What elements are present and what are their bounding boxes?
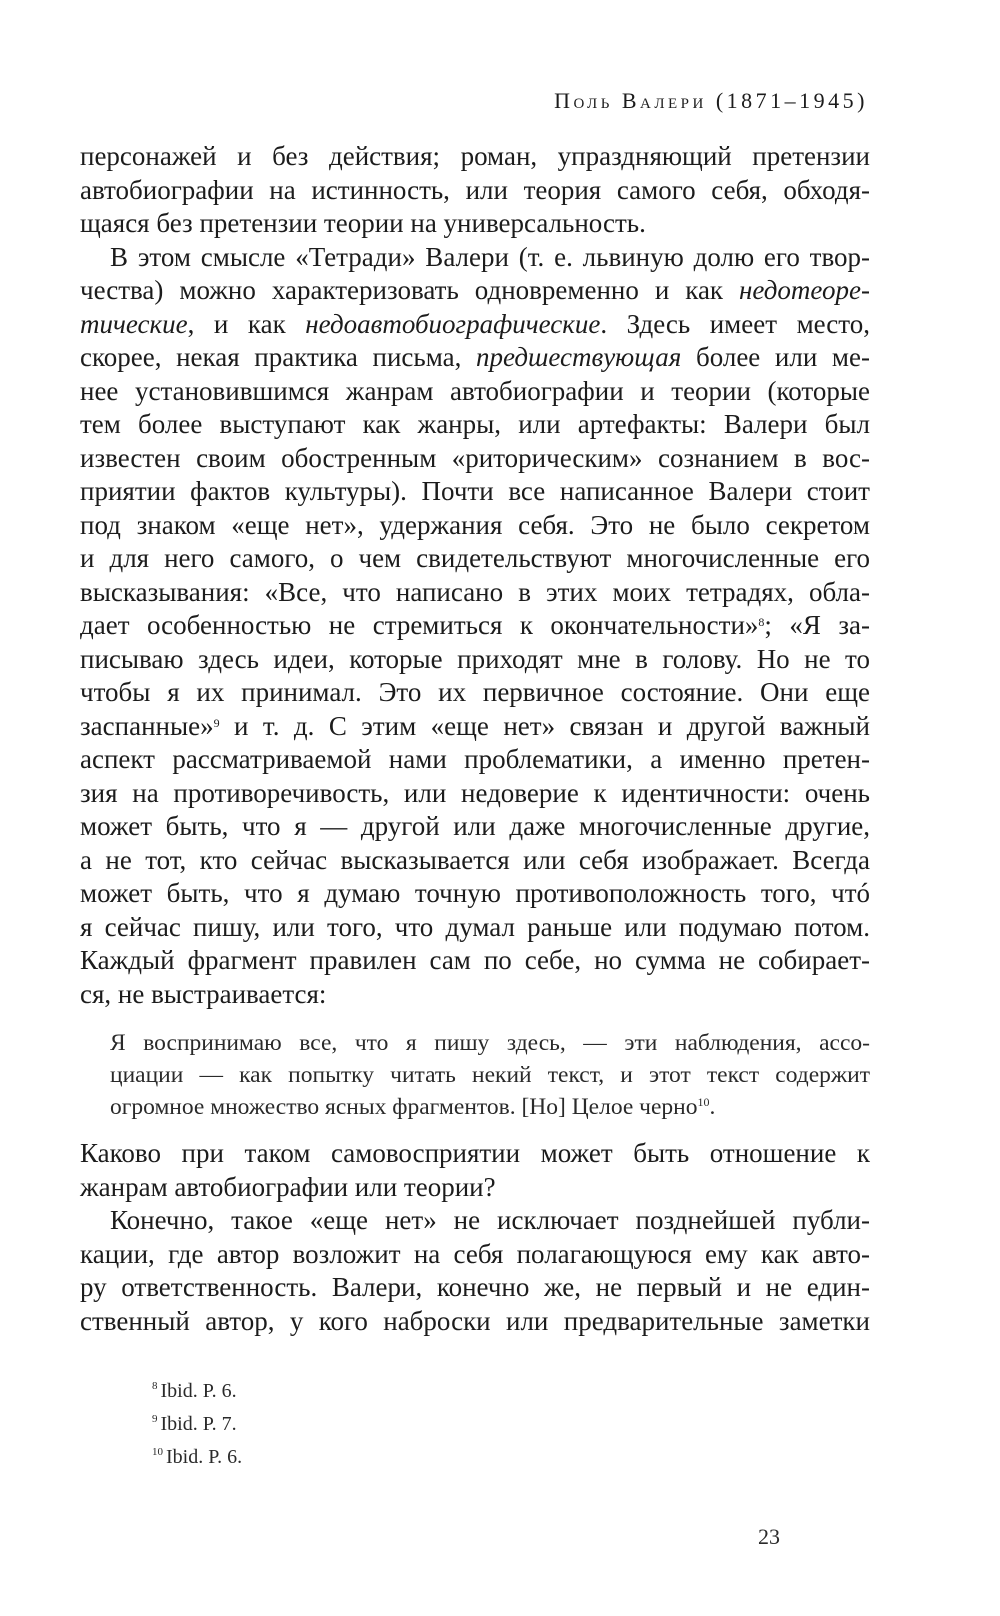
italic-term: предшествующая (476, 342, 682, 372)
text-line: щаяся без претензии теории на универсальность. (80, 208, 646, 238)
footnote-number: 8 (152, 1380, 158, 1392)
text-line: автобиографии на истинность, или теория самого себя, обходя- (80, 174, 870, 205)
italic-term: недотеоре- (739, 275, 870, 305)
text-line: известен своим обостренным «риторическим» сознанием в вос- (80, 442, 870, 473)
text-line: кации, где автор возложит на себя полагающуюся ему как авто- (80, 1238, 870, 1269)
block-quote (80, 1027, 870, 1123)
text-line: и для него самого, о чем свидетельствуют многочисленные его (80, 543, 870, 573)
page-number: 23 (758, 1524, 780, 1549)
paragraph-3 (80, 1137, 870, 1204)
footnote-ref[interactable]: 9 (213, 715, 220, 730)
quote-line: огромное множество ясных фрагментов. [Но] Целое черно$^{10}$. (110, 1094, 716, 1120)
text-line: ся, не выстраивается: (80, 978, 327, 1009)
footnotes (152, 1375, 242, 1474)
text-line: ру ответственность. Валери, конечно же, не первый и не един- (80, 1272, 870, 1302)
text-line: дает особенностью не стремиться к окончательности»$^8$; «Я за- (80, 610, 870, 640)
footnote-number: 10 (152, 1446, 163, 1458)
text-line: я сейчас пишу, или того, что думал раньше или подумаю потом. (80, 911, 870, 942)
footnote-text: Ibid. P. 6. (160, 1380, 237, 1402)
footnote-ref[interactable]: 10 (697, 1095, 710, 1109)
text-line: зия на противоречивость, или недоверие к идентичности: очень (80, 777, 870, 808)
text-line: под знаком «еще нет», удержания себя. Это не было секретом (80, 509, 870, 540)
footnote-item (152, 1441, 242, 1474)
text-line: аспект рассматриваемой нами проблематики, а именно претен- (80, 744, 870, 774)
footnote-text: Ibid. P. 7. (160, 1413, 237, 1435)
text-line: В этом смысле «Тетради» Валери (т. е. львиную долю его твор- (110, 241, 870, 272)
text-line: может быть, что я — другой или даже многочисленные другие, (80, 811, 870, 841)
text-line: Каково при таком самовосприятии может быть отношение к (80, 1138, 870, 1168)
text-line: скорее, некая практика письма, предшествующая более или ме- (80, 342, 870, 372)
running-head: Поль Валери (1871–1945) (554, 88, 868, 113)
footnote-number: 9 (152, 1413, 158, 1425)
text-line: а не тот, кто сейчас высказывается или себя изображает. Всегда (80, 844, 870, 875)
text-line: писываю здесь идеи, которые приходят мне в голову. Но не то (80, 643, 870, 674)
text-line: нее установившимся жанрам автобиографии и теории (которые (80, 375, 870, 406)
paragraph-4 (80, 1204, 870, 1338)
footnote-text: Ibid. P. 6. (166, 1446, 243, 1468)
main-text (80, 140, 870, 1338)
footnote-item (152, 1375, 242, 1408)
italic-term: недоавтобиографические (305, 308, 601, 339)
text-line: персонажей и без действия; роман, упраздняющий претензии (80, 141, 870, 171)
quote-line: циации — как попытку читать некий текст, и этот текст содержит (110, 1062, 870, 1088)
text-line: Каждый фрагмент правилен сам по себе, но сумма не собирает- (80, 945, 870, 975)
text-line: тические, и как недоавтобиографические. Здесь имеет место, (80, 308, 870, 339)
text-line: ственный автор, у кого наброски или предварительные заметки (80, 1305, 870, 1336)
italic-term: тические (80, 308, 188, 339)
text-line: тем более выступают как жанры, или артефакты: Валери был (80, 409, 870, 439)
quote-line: Я воспринимаю все, что я пишу здесь, — эти наблюдения, ассо- (110, 1030, 870, 1056)
text-line: может быть, что я думаю точную противоположность того, чтó (80, 878, 870, 908)
text-line: приятии фактов культуры). Почти все написанное Валери стоит (80, 476, 870, 506)
text-line: высказывания: «Все, что написано в этих моих тетрадях, обла- (80, 576, 870, 607)
text-line: чества) можно характеризовать одновременно и как недотеоре- (80, 275, 870, 305)
footnote-item (152, 1408, 242, 1441)
paragraph-1 (80, 140, 870, 241)
text-line: Конечно, такое «еще нет» не исключает позднейшей публи- (110, 1205, 870, 1235)
paragraph-2 (80, 241, 870, 1012)
footnote-ref[interactable]: 8 (758, 615, 765, 629)
text-line: жанрам автобиографии или теории? (80, 1171, 496, 1202)
text-line: заспанные»$^9$ и т. д. С этим «еще нет» связан и другой важный (80, 710, 870, 741)
text-line: чтобы я их принимал. Это их первичное состояние. Они еще (80, 677, 870, 707)
